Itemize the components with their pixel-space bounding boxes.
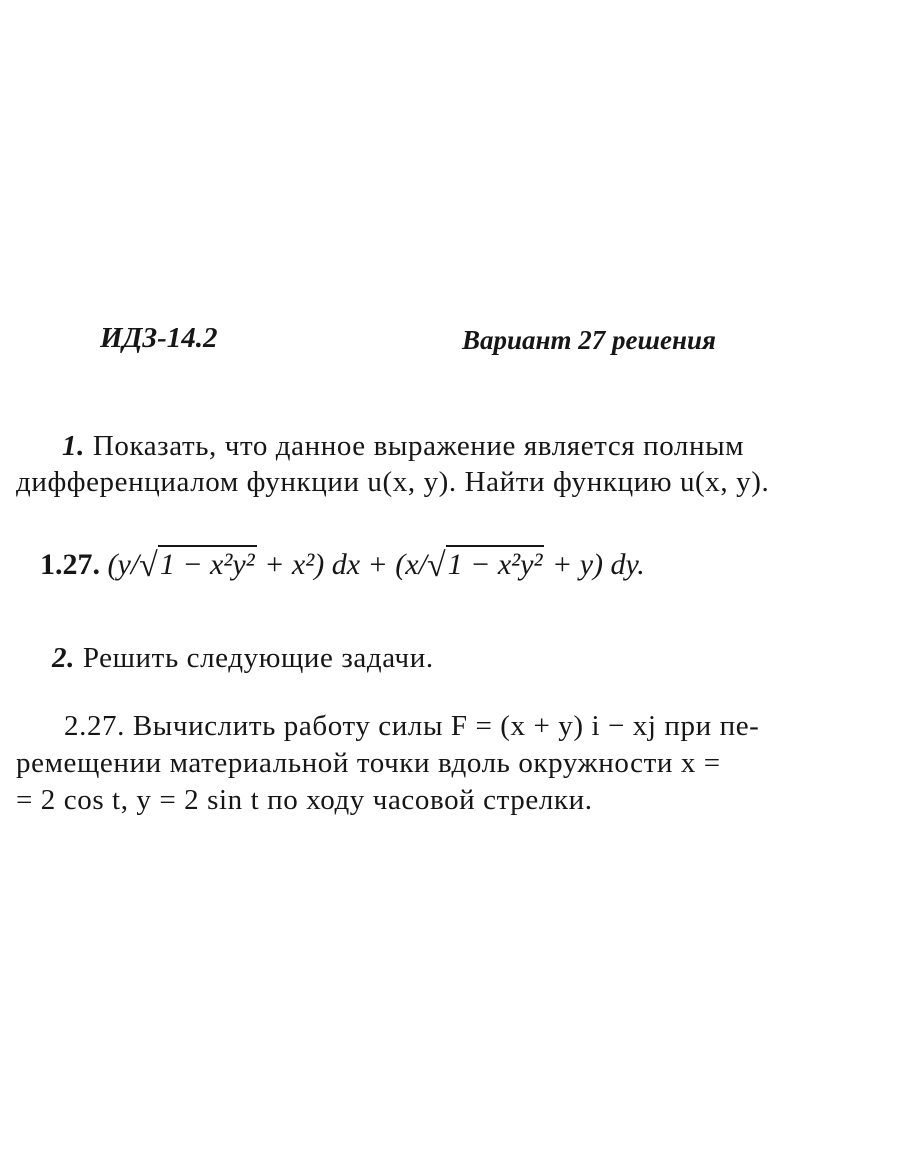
radicand-2: 1 − x²y² bbox=[446, 545, 545, 581]
problem-text-line1: Вычислить работу силы F = (x + y) i − xj при пе- bbox=[132, 710, 760, 742]
problem-number: 2.27. bbox=[64, 710, 125, 742]
sqrt-1 bbox=[139, 545, 257, 586]
formula-number: 1.27. bbox=[40, 548, 100, 581]
task1-text-line1: Показать, что данное выражение является полным bbox=[92, 430, 745, 462]
task2-text: Решить следующие задачи. bbox=[82, 642, 434, 674]
formula-part3: + y) dy. bbox=[544, 548, 645, 581]
task1-number: 1. bbox=[62, 430, 85, 462]
task2-number: 2. bbox=[52, 642, 75, 674]
task2-heading bbox=[52, 640, 910, 676]
variant-title: Вариант 27 решения bbox=[462, 325, 716, 355]
radicand-1: 1 − x²y² bbox=[158, 545, 257, 581]
task1-text-line2: дифференциалом функции u(x, y). Найти функцию u(x, y). bbox=[16, 466, 770, 498]
formula-part1: (y/ bbox=[107, 548, 140, 581]
problem-text-line3: = 2 cos t, y = 2 sin t по ходу часовой стрелки. bbox=[16, 784, 593, 816]
task1-line1 bbox=[62, 428, 910, 464]
formula-part2: + x²) dx + (x/ bbox=[256, 548, 427, 581]
sqrt-2 bbox=[427, 545, 545, 586]
radical-sign: √ bbox=[139, 547, 158, 584]
problem-line1 bbox=[64, 708, 910, 744]
assignment-title: ИДЗ-14.2 bbox=[100, 322, 218, 354]
radical-sign: √ bbox=[426, 547, 446, 584]
formula-1-27 bbox=[40, 545, 645, 586]
problem-text-line2: ремещении материальной точки вдоль окружности x = bbox=[16, 747, 721, 779]
